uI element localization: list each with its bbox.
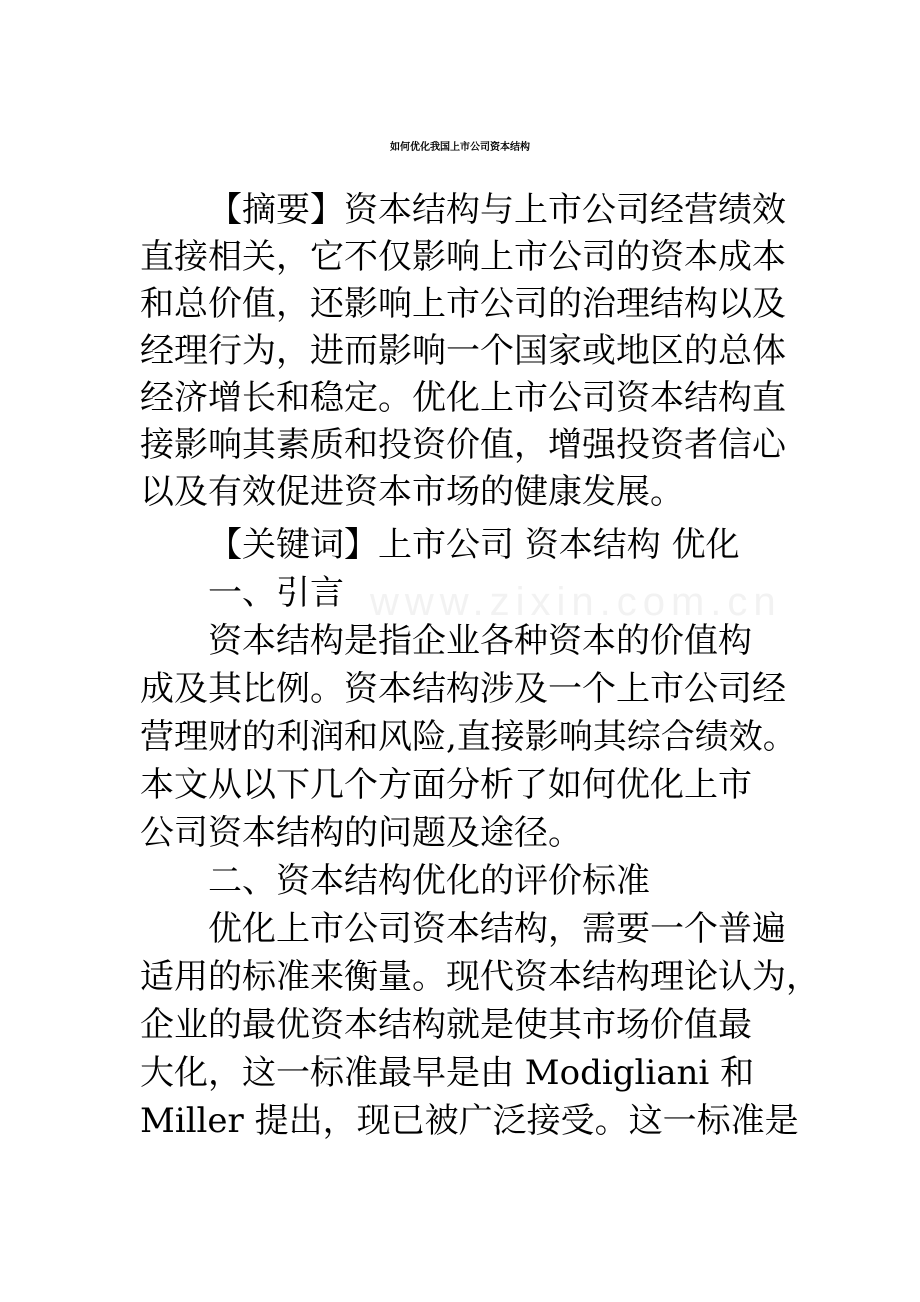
abstract-line: 接影响其素质和投资价值，增强投资者信心 <box>140 425 786 465</box>
body-line: 适用的标准来衡量。现代资本结构理论认为， <box>140 957 820 997</box>
body-line: 大化，这一标准最早是由 Modigliani 和 <box>140 1053 755 1093</box>
abstract-line: 和总价值，还影响上市公司的治理结构以及 <box>140 284 786 324</box>
section-heading-intro: 一、引言 <box>208 573 344 613</box>
abstract-line: 直接相关，它不仅影响上市公司的资本成本 <box>140 237 786 277</box>
keywords-line: 【关键词】上市公司 资本结构 优化 <box>208 525 740 565</box>
abstract-line: 【摘要】资本结构与上市公司经营绩效 <box>208 190 786 230</box>
abstract-line: 以及有效促进资本市场的健康发展。 <box>140 472 684 512</box>
document-title: 如何优化我国上市公司资本结构 <box>390 142 530 153</box>
body-line: 营理财的利润和风险,直接影响其综合绩效。 <box>140 717 797 757</box>
watermark: www.zixin.com.cn <box>370 580 782 624</box>
body-line: 优化上市公司资本结构，需要一个普遍 <box>208 909 786 949</box>
body-line: 资本结构是指企业各种资本的价值构 <box>208 621 752 661</box>
body-line: 成及其比例。资本结构涉及一个上市公司经 <box>140 669 786 709</box>
section-heading-criteria: 二、资本结构优化的评价标准 <box>208 861 650 901</box>
body-line: 公司资本结构的问题及途径。 <box>140 813 582 853</box>
body-line: Miller 提出，现已被广泛接受。这一标准是 <box>140 1101 799 1141</box>
body-line: 企业的最优资本结构就是使其市场价值最 <box>140 1005 752 1045</box>
abstract-line: 经理行为，进而影响一个国家或地区的总体 <box>140 331 786 371</box>
abstract-line: 经济增长和稳定。优化上市公司资本结构直 <box>140 378 786 418</box>
body-line: 本文从以下几个方面分析了如何优化上市 <box>140 765 752 805</box>
